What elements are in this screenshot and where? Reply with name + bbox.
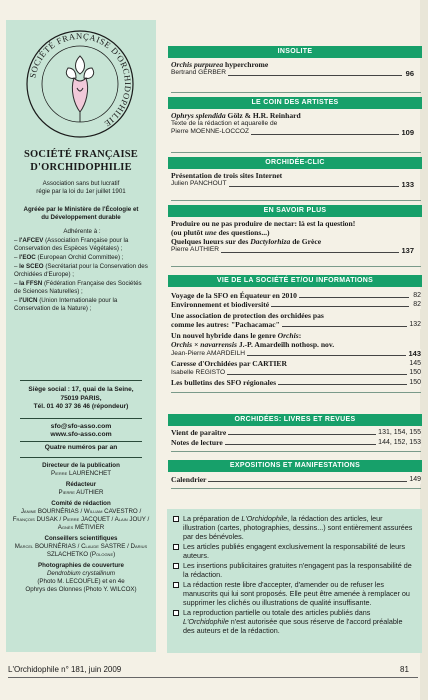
member-item: – la FFSN (Fédération Française des Sociétés de Sciences Naturelles) ; <box>14 280 142 295</box>
page-number: 149 <box>409 476 421 483</box>
orchid-logo-icon <box>24 28 136 140</box>
page-number: 133 <box>401 180 414 189</box>
toc-entry[interactable]: Voyage de la SFO en Équateur en 2010 82 <box>171 291 421 300</box>
divider <box>171 451 421 452</box>
website-link[interactable]: www.sfo-asso.com <box>50 431 112 438</box>
toc-entry[interactable]: Produire ou ne pas produire de nectar: là est la question! (ou plutôt une des questions...) Quelques lueurs sur des Dactylorhiza de Grèce Pierre AUTHIER 137 <box>171 219 414 255</box>
toc-entry[interactable]: Caresse d'Orchidées par CARTIER Isabelle REGISTO 145 150 <box>171 359 421 376</box>
notice-item: Les articles publiés engagent exclusivement la responsabilité de leurs auteurs. <box>173 542 416 560</box>
association-status: Association sans but lucratif régie par la loi du 1er juillet 1901 <box>36 180 126 195</box>
toc-entry[interactable]: Ophrys splendida Gölz & H.R. Reinhard Texte de la rédaction et aquarelle de Pierre MOENNE-LOCCOZ 109 <box>171 111 414 137</box>
divider <box>8 677 418 678</box>
checkbox-bullet-icon <box>173 563 179 569</box>
page-number: 150 <box>409 379 421 386</box>
toc-entry[interactable]: Les bulletins des SFO régionales 150 <box>171 378 421 387</box>
editorial-credits: Directeur de la publication Pierre LAURENCHET Rédacteur Pierre AUTHIER Comité de rédaction Janine BOURNÉRIAS / William CAVESTRO / François DUSAK / Pierre JACQUET / Alain JOUY / Agnès MÉTIVIER Conseillers scientifiques Marcel BOURNÉRIAS / Claude SASTRE / Darius SZLACHETKO (Pologne) Photographies de couverture Dendrobium crystallinum (Photo M. LECOUFLE) et en 4e Ophrys des Olonnes (Photo Y. WILCOX) <box>12 462 150 593</box>
divider <box>171 200 421 201</box>
divider <box>20 441 142 442</box>
divider <box>20 380 142 381</box>
section-header-insolite: INSOLITE <box>168 46 422 58</box>
toc-entry[interactable]: Notes de lecture 144, 152, 153 <box>171 438 421 447</box>
divider <box>171 488 421 489</box>
page-number: 144, 152, 153 <box>378 439 421 446</box>
page-number: 143 <box>408 349 421 358</box>
divider <box>20 457 142 458</box>
toc-entry[interactable]: Orchis purpurea hyperchrome Bertrand GERBER 96 <box>171 60 414 78</box>
toc-entry[interactable]: Vient de paraître 131, 154, 155 <box>171 428 421 437</box>
contact-links <box>10 423 152 439</box>
section-header-livres-et-revues: ORCHIDÉES: LIVRES ET REVUES <box>168 414 422 426</box>
page-number: 150 <box>409 369 421 376</box>
member-item: – l'EOC (European Orchid Committee) ; <box>14 254 124 261</box>
head-office-address: Siège social : 17, quai de la Seine, 75019 PARIS, Tél. 01 40 37 36 46 (répondeur) <box>28 386 134 410</box>
checkbox-bullet-icon <box>173 610 179 616</box>
toc-entry[interactable]: Présentation de trois sites Internet Julien PANCHOUT 133 <box>171 171 414 189</box>
toc-entry[interactable]: Une association de protection des orchidées pas comme les autres: "Pachacamac" 132 <box>171 311 421 329</box>
section-header-orchidee-clic: ORCHIDÉE-CLIC <box>168 157 422 169</box>
toc-entry[interactable]: Environnement et biodiversité 82 <box>171 300 421 309</box>
section-header-artistes: LE COIN DES ARTISTES <box>168 97 422 109</box>
checkbox-bullet-icon <box>173 582 179 588</box>
sidebar-panel <box>6 20 156 652</box>
divider <box>171 152 421 153</box>
page-number: 109 <box>401 128 414 137</box>
page-number: 145 <box>409 360 421 367</box>
logo-text: SOCIÉTÉ FRANÇAISE D'ORCHIDOPHILIE <box>27 30 134 130</box>
page-number: 131, 154, 155 <box>378 429 421 436</box>
toc-entry[interactable]: Un nouvel hybride dans le genre Orchis: Orchis × navarrensis J.-P. Amardeilh nothosp. nov. Jean-Pierre AMARDEILH 143 <box>171 331 421 358</box>
section-header-expositions: EXPOSITIONS ET MANIFESTATIONS <box>168 460 422 472</box>
toc-entry[interactable]: Calendrier 149 <box>171 475 421 484</box>
checkbox-bullet-icon <box>173 516 179 522</box>
page-number: 137 <box>401 246 414 255</box>
membership-list: Adhérente à : – l'AFCEV (Association Française pour la Conservation des Espèces Végétales) ; – l'EOC (European Orchid Committee) ; – le SCEO (Secrétariat pour la Conservation des Orchidées d'Europe) ; – la FFSN (Fédération Française des Sociétés de Sciences Naturelles) ; – l'UICN (Union Internationale pour la Conservation de la Nature) ; <box>14 228 150 314</box>
page-number: 82 <box>413 292 421 299</box>
divider <box>171 266 421 267</box>
issue-info: L'Orchidophile n° 181, juin 2009 <box>8 665 122 674</box>
notice-item: La préparation de L'Orchidophile, la rédaction des articles, leur illustration (cartes, photographies, dessins...) sont entièrement assurées par des bénévoles. <box>173 514 416 541</box>
notice-item: Les insertions publicitaires gratuites n'engagent pas la responsabilité de la rédaction. <box>173 561 416 579</box>
page-number: 96 <box>405 69 414 78</box>
issues-per-year: Quatre numéros par an <box>44 444 118 451</box>
member-item: – l'UICN (Union Internationale pour la Conservation de la Nature) ; <box>14 297 118 312</box>
notice-item: La rédaction reste libre d'accepter, d'amender ou de refuser les manuscrits qui lui sont proposés. Elle peut être amenée à remplacer ou supprimer les clichés ou illustrations de qualité insuffisante. <box>173 580 416 607</box>
page-number: 81 <box>400 665 409 674</box>
checkbox-bullet-icon <box>173 544 179 550</box>
section-header-vie-de-la-societe: VIE DE LA SOCIÉTÉ ET/OU INFORMATIONS <box>168 275 422 287</box>
divider <box>20 418 142 419</box>
page-number: 132 <box>409 321 421 328</box>
society-name: SOCIÉTÉ FRANÇAISE D'ORCHIDOPHILIE <box>24 149 138 173</box>
member-item: – le SCEO (Secrétariat pour la Conservation des Orchidées d'Europe) ; <box>14 263 148 278</box>
member-item: – l'AFCEV (Association Française pour la Conservation des Espèces Végétales) ; <box>14 237 129 252</box>
divider <box>171 392 421 393</box>
editorial-notice-box <box>167 509 422 653</box>
email-link[interactable]: sfo@sfo-asso.com <box>50 423 112 430</box>
section-header-en-savoir-plus: EN SAVOIR PLUS <box>168 205 422 217</box>
notice-item: La reproduction partielle ou totale des articles publiés dans L'Orchidophile n'est autorisée que sous réserve de l'accord préalable des auteurs et de la rédaction. <box>173 608 416 635</box>
ministry-approval: Agréée par le Ministère de l'Écologie et du Développement durable <box>23 206 139 221</box>
divider <box>171 92 421 93</box>
page-number: 82 <box>413 301 421 308</box>
